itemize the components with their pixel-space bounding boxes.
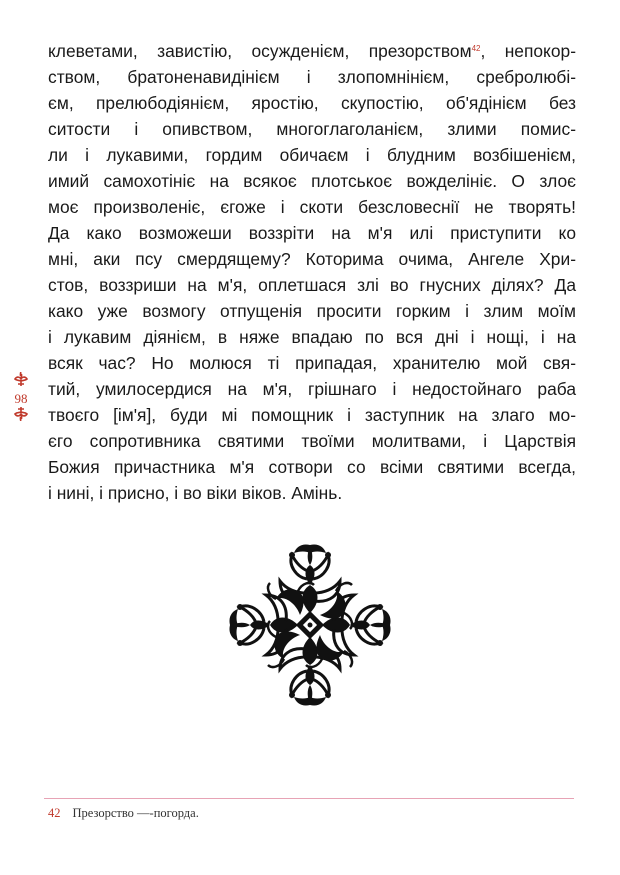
text-line-last: і нині, і присно, і во віки віков. Амінь. bbox=[48, 483, 343, 503]
text-line: како уже возмогу отпущенія просити горким і злим моїм bbox=[48, 301, 576, 321]
text-line: Да како возможеши воззріти на м'я илі приступити ко bbox=[48, 223, 576, 243]
text-line: Божия причастника м'я сотвори со всіми святими всегда, bbox=[48, 457, 576, 477]
text-line: мні, аки псу смердящему? Которима очима, Ангеле Хри- bbox=[48, 249, 576, 269]
footnote-reference: 42 bbox=[471, 44, 481, 53]
footnote-number: 42 bbox=[48, 806, 61, 820]
text-line: єм, прелюбодіянієм, яростію, скупостію, об'ядінієм без bbox=[48, 93, 576, 113]
text-line: всяк час? Но молюся ті припадая, хранителю мой свя- bbox=[48, 353, 576, 373]
fleuron-bottom-icon bbox=[12, 407, 30, 421]
text-line: моє произволеніє, єгоже і скоти безсловеснії не творять! bbox=[48, 197, 576, 217]
text-line: твоєго [ім'я], буди мі помощник і заступник на злаго мо- bbox=[48, 405, 576, 425]
text-line-1: клеветами, завистію, осужденієм, презорством$^{42}$, непокор- bbox=[48, 41, 576, 61]
cross-ornament-icon bbox=[210, 530, 410, 720]
text-line: ством, братоненавидінієм і злопомнінієм, сребролюбі- bbox=[48, 67, 576, 87]
text-line: имий самохотініє на всякоє плотськоє вожделініє. О злоє bbox=[48, 171, 576, 191]
page-number-ornament bbox=[10, 372, 32, 426]
text-line: єго сопротивника святими твоїми молитвами, і Царствія bbox=[48, 431, 576, 451]
text-line: ситости і опивством, многоглаголанієм, злими помис- bbox=[48, 119, 576, 139]
text-line: тий, умилосердися на м'я, грішнаго і недостойнаго раба bbox=[48, 379, 576, 399]
text-line: і лукавим діянієм, в няже впадаю по вся дні і нощі, і на bbox=[48, 327, 576, 347]
text-line: ли і лукавими, гордим обичаєм і блудним возбішенієм, bbox=[48, 145, 576, 165]
footnote-text: Презорство —-погорда. bbox=[72, 806, 199, 820]
page-number: 98 bbox=[14, 391, 28, 406]
prayer-text bbox=[48, 36, 576, 506]
fleuron-top-icon bbox=[12, 372, 30, 386]
footnote-divider bbox=[44, 798, 574, 799]
text-line: стов, воззриши на м'я, оплетшася злі во гнусних ділях? Да bbox=[48, 275, 576, 295]
footnote bbox=[48, 806, 199, 821]
